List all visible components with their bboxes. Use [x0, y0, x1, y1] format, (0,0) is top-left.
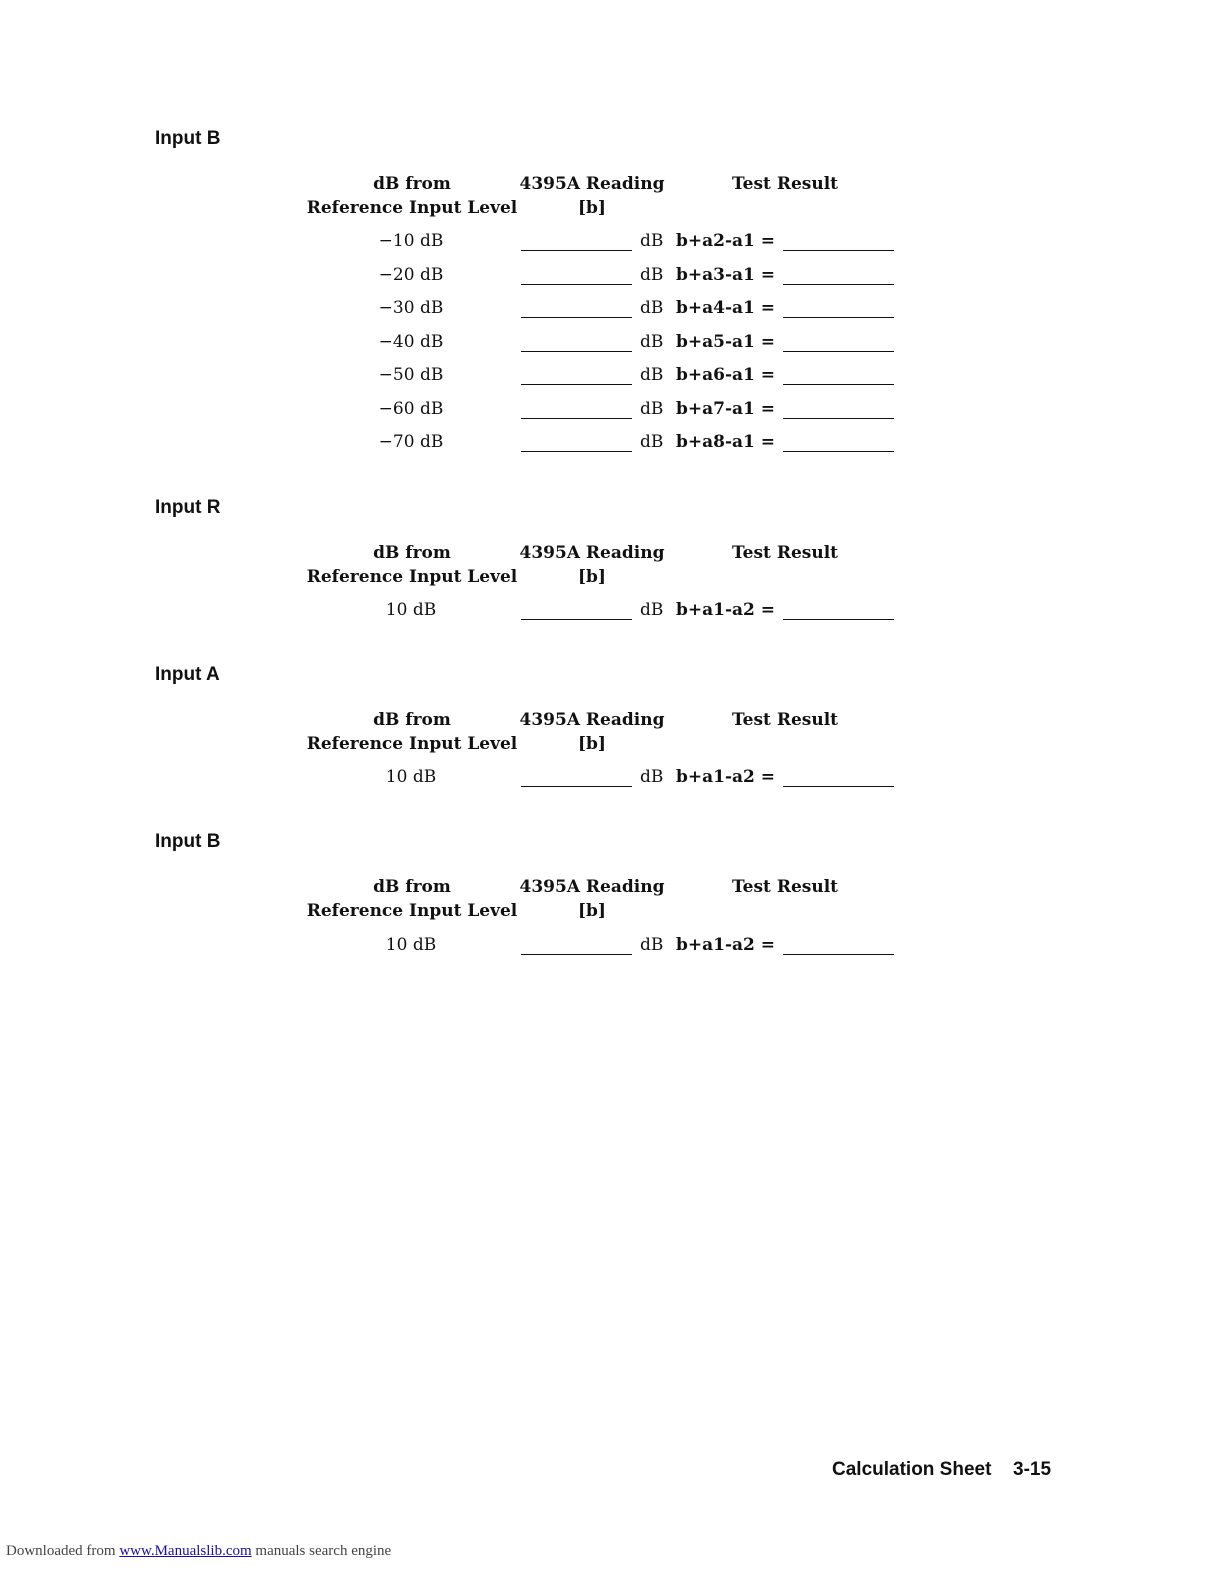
reading-blank[interactable] [521, 451, 632, 452]
col-header-reading-symbol: [b] [578, 198, 606, 218]
col-header-db-from: dB from [373, 877, 451, 897]
result-blank[interactable] [783, 351, 894, 352]
result-blank[interactable] [783, 786, 894, 787]
col-header-reading: 4395A Reading [519, 174, 665, 194]
manualslib-link[interactable]: www.Manualslib.com [119, 1543, 252, 1559]
reading-blank[interactable] [521, 351, 632, 352]
level-cell: 10 dB [385, 935, 437, 955]
reading-blank[interactable] [521, 954, 632, 955]
col-header-db-from: dB from [373, 543, 451, 563]
unit-label: dB [640, 432, 664, 452]
page-number: 3-15 [1013, 1459, 1052, 1480]
col-header-test-result: Test Result [731, 710, 839, 730]
result-blank[interactable] [783, 384, 894, 385]
unit-label: dB [640, 231, 664, 251]
result-blank[interactable] [783, 250, 894, 251]
footer-title: Calculation Sheet [832, 1459, 992, 1480]
section-title: Input B [155, 831, 221, 852]
section-title: Input B [155, 128, 221, 149]
unit-label: dB [640, 332, 664, 352]
col-header-test-result: Test Result [731, 877, 839, 897]
col-header-reference-input-level: Reference Input Level [306, 901, 518, 921]
col-header-reading-symbol: [b] [578, 734, 606, 754]
banner-prefix: Downloaded from [6, 1543, 116, 1559]
level-cell: 10 dB [385, 600, 437, 620]
level-cell: −30 dB [378, 298, 444, 318]
col-header-db-from: dB from [373, 710, 451, 730]
col-header-reference-input-level: Reference Input Level [306, 567, 518, 587]
col-header-reference-input-level: Reference Input Level [306, 198, 518, 218]
col-header-reading: 4395A Reading [519, 543, 665, 563]
formula-label: b+a8-a1 = [676, 432, 776, 452]
section-title: Input R [155, 497, 221, 518]
col-header-reference-input-level: Reference Input Level [306, 734, 518, 754]
result-blank[interactable] [783, 317, 894, 318]
level-cell: −20 dB [378, 265, 444, 285]
unit-label: dB [640, 399, 664, 419]
unit-label: dB [640, 265, 664, 285]
reading-blank[interactable] [521, 317, 632, 318]
result-blank[interactable] [783, 619, 894, 620]
formula-label: b+a1-a2 = [676, 767, 776, 787]
reading-blank[interactable] [521, 418, 632, 419]
col-header-reading: 4395A Reading [519, 877, 665, 897]
section-title: Input A [155, 664, 220, 685]
formula-label: b+a1-a2 = [676, 600, 776, 620]
formula-label: b+a6-a1 = [676, 365, 776, 385]
unit-label: dB [640, 365, 664, 385]
download-banner [6, 1543, 391, 1560]
reading-blank[interactable] [521, 384, 632, 385]
formula-label: b+a5-a1 = [676, 332, 776, 352]
col-header-test-result: Test Result [731, 174, 839, 194]
col-header-reading: 4395A Reading [519, 710, 665, 730]
unit-label: dB [640, 935, 664, 955]
level-cell: −50 dB [378, 365, 444, 385]
result-blank[interactable] [783, 418, 894, 419]
reading-blank[interactable] [521, 619, 632, 620]
level-cell: −40 dB [378, 332, 444, 352]
reading-blank[interactable] [521, 786, 632, 787]
formula-label: b+a4-a1 = [676, 298, 776, 318]
formula-label: b+a3-a1 = [676, 265, 776, 285]
unit-label: dB [640, 600, 664, 620]
level-cell: 10 dB [385, 767, 437, 787]
formula-label: b+a1-a2 = [676, 935, 776, 955]
banner-suffix: manuals search engine [255, 1543, 392, 1559]
level-cell: −70 dB [378, 432, 444, 452]
level-cell: −10 dB [378, 231, 444, 251]
level-cell: −60 dB [378, 399, 444, 419]
unit-label: dB [640, 298, 664, 318]
col-header-reading-symbol: [b] [578, 567, 606, 587]
col-header-reading-symbol: [b] [578, 901, 606, 921]
result-blank[interactable] [783, 284, 894, 285]
col-header-test-result: Test Result [731, 543, 839, 563]
reading-blank[interactable] [521, 250, 632, 251]
reading-blank[interactable] [521, 284, 632, 285]
result-blank[interactable] [783, 451, 894, 452]
formula-label: b+a2-a1 = [676, 231, 776, 251]
formula-label: b+a7-a1 = [676, 399, 776, 419]
col-header-db-from: dB from [373, 174, 451, 194]
unit-label: dB [640, 767, 664, 787]
result-blank[interactable] [783, 954, 894, 955]
